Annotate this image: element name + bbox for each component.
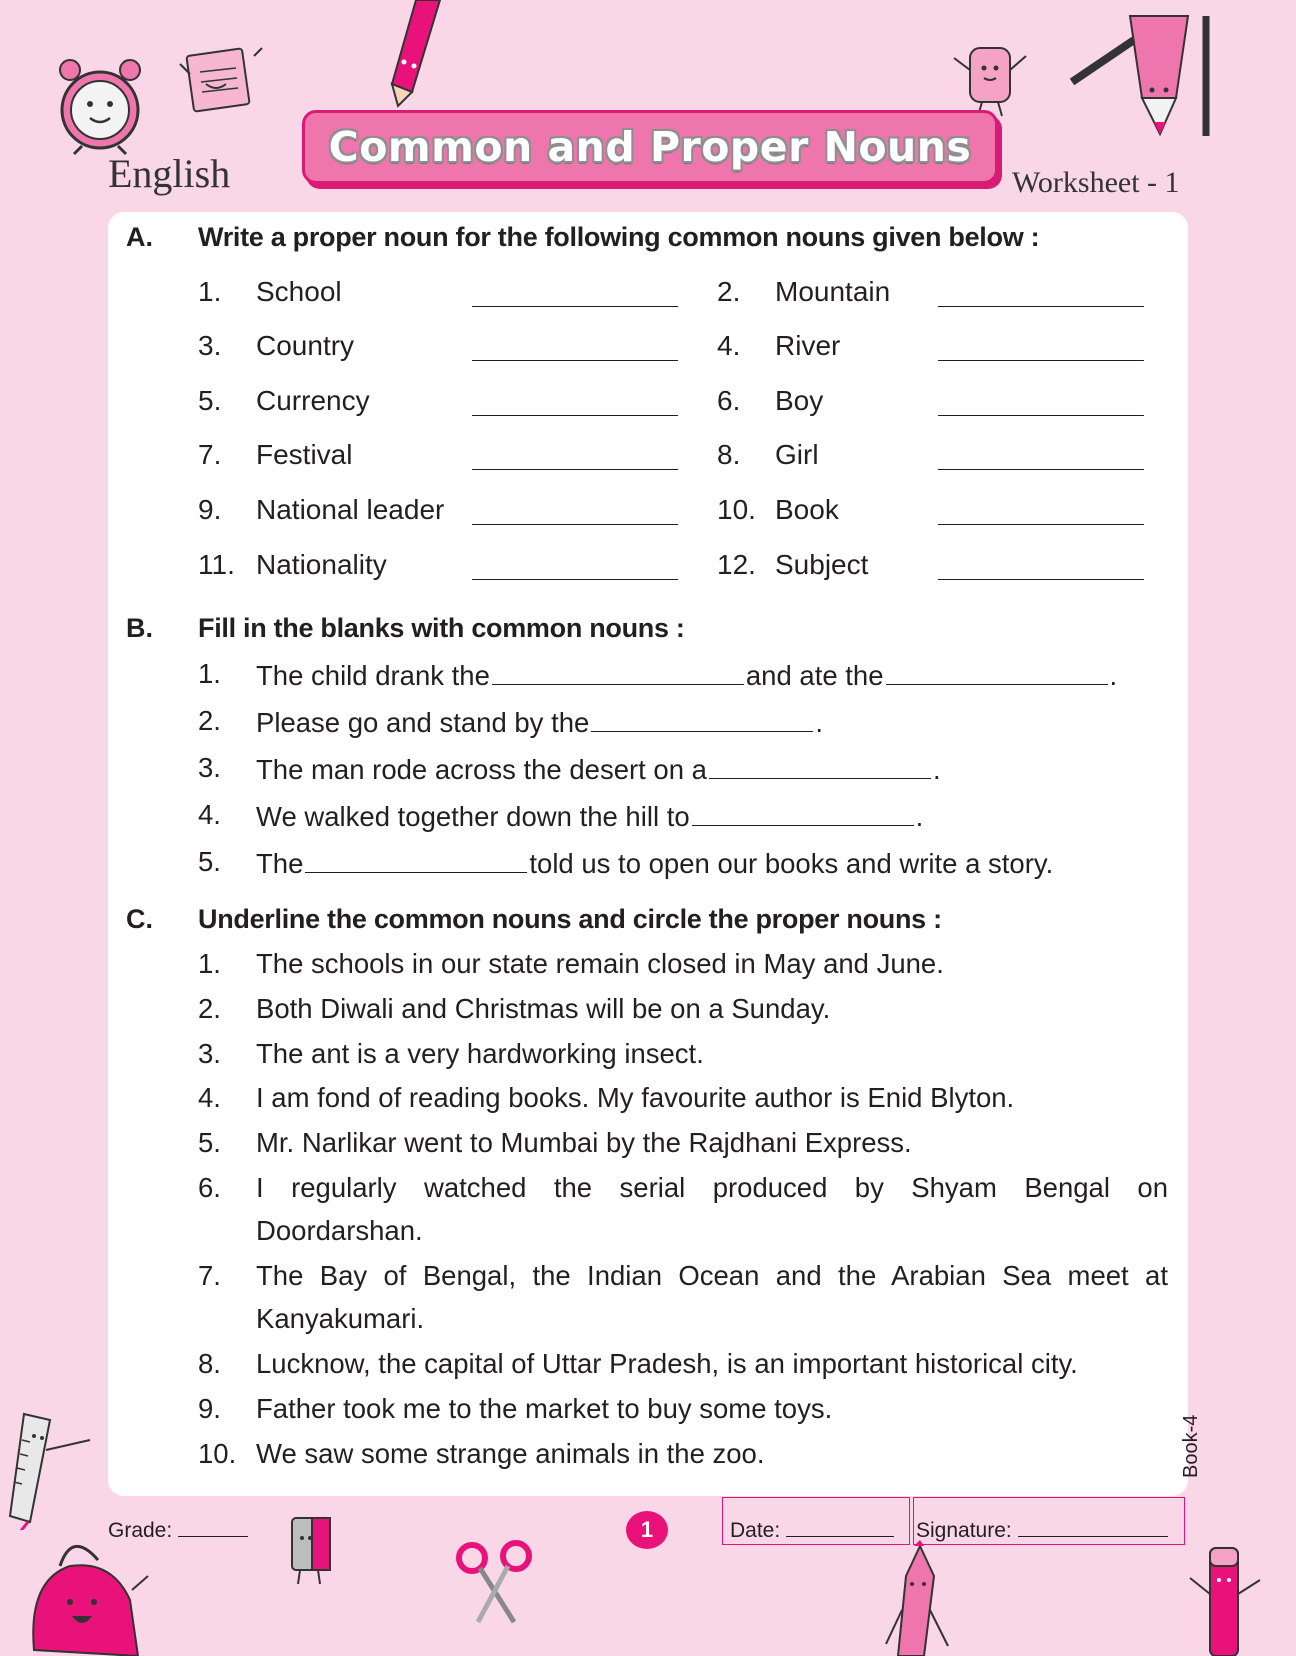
answer-blank[interactable]: [938, 330, 1144, 361]
worksheet-title: Common and Proper Nouns: [328, 123, 972, 171]
scissors-icon: [454, 1536, 534, 1626]
answer-blank[interactable]: [938, 494, 1144, 525]
list-item: 9. National leader 10. Book: [108, 494, 1188, 534]
pencil-icon: [378, 0, 448, 110]
book-label: Book-4: [1180, 1414, 1202, 1478]
answer-blank[interactable]: [692, 799, 914, 826]
section-c-instruction: Underline the common nouns and circle the proper nouns :: [198, 904, 942, 934]
pencil-icon: [1070, 10, 1220, 140]
sharpener-icon: [282, 1512, 344, 1588]
answer-blank[interactable]: [472, 494, 678, 525]
section-b-letter: B.: [126, 613, 153, 643]
grade-field[interactable]: Grade:: [108, 1518, 248, 1543]
subject-label: English: [108, 151, 231, 196]
eraser-icon: [946, 40, 1036, 120]
answer-blank[interactable]: [886, 658, 1108, 685]
pen-icon: [1186, 1538, 1266, 1656]
worksheet-card: A. Write a proper noun for the following common nouns given below : 1. School 2. Mountain 3. Country 4. River 5. Currency 6. Boy 7. Festival 8. Girl 9. National leader 10. Book 11. Nationality 12. Subject B. Fill in the blanks with common nouns : 1. The child drank the and ate the . 2. Please go and stand by the . 3. The man rode across the desert on a . 4. We walked together down the hill to . 5. The told us to open our books and write a story. C. Underline the common nouns and circle the proper nouns : 1. The schools in our state remain closed in May and June. 2. Both Diwali and Christmas will be on a Sunday. 3. The ant is a very hardworking insect. 4. I am fond of reading books. My favourite author is Enid Blyton. 5. Mr. Narlikar went to Mumbai by the Rajdhani Express. 6. I regularly watched the serial produced by Shyam Bengal on Doordarshan. 7. The Bay of Bengal, the Indian Ocean and the Arabian Sea meet at Kanyakumari. 8. Lucknow, the capital of Uttar Pradesh, is an important historical city. 9. Father took me to the market to buy some toys. 10. We saw some strange animals in the zoo.: [108, 212, 1188, 1496]
list-item: 5. Currency 6. Boy: [108, 385, 1188, 425]
alarm-clock-icon: [52, 46, 148, 156]
answer-blank[interactable]: [938, 549, 1144, 580]
section-a-instruction: Write a proper noun for the following common nouns given below :: [198, 222, 1040, 252]
notepad-icon: [176, 44, 266, 122]
answer-blank[interactable]: [709, 752, 931, 779]
section-c-letter: C.: [126, 904, 153, 934]
answer-blank[interactable]: [938, 439, 1144, 470]
section-b-instruction: Fill in the blanks with common nouns :: [198, 613, 685, 643]
answer-blank[interactable]: [472, 276, 678, 307]
pencil-icon: [884, 1540, 954, 1656]
answer-blank[interactable]: [305, 846, 527, 873]
answer-blank[interactable]: [492, 658, 744, 685]
date-field: Date:: [730, 1518, 894, 1543]
answer-blank[interactable]: [472, 385, 678, 416]
section-a-letter: A.: [126, 222, 153, 252]
answer-blank[interactable]: [472, 439, 678, 470]
answer-blank[interactable]: [472, 330, 678, 361]
page-number: 1: [626, 1511, 668, 1549]
list-item: 11. Nationality 12. Subject: [108, 549, 1188, 589]
answer-blank[interactable]: [472, 549, 678, 580]
answer-blank[interactable]: [938, 276, 1144, 307]
title-banner: [302, 110, 998, 184]
answer-blank[interactable]: [591, 705, 813, 732]
list-item: 7. Festival 8. Girl: [108, 439, 1188, 479]
answer-blank[interactable]: [938, 385, 1144, 416]
list-item: 3. Country 4. River: [108, 330, 1188, 370]
signature-field: Signature:: [916, 1518, 1168, 1543]
ruler-icon: [6, 1410, 96, 1530]
list-item: 1. School 2. Mountain: [108, 276, 1188, 316]
worksheet-number: Worksheet - 1: [1012, 166, 1180, 199]
